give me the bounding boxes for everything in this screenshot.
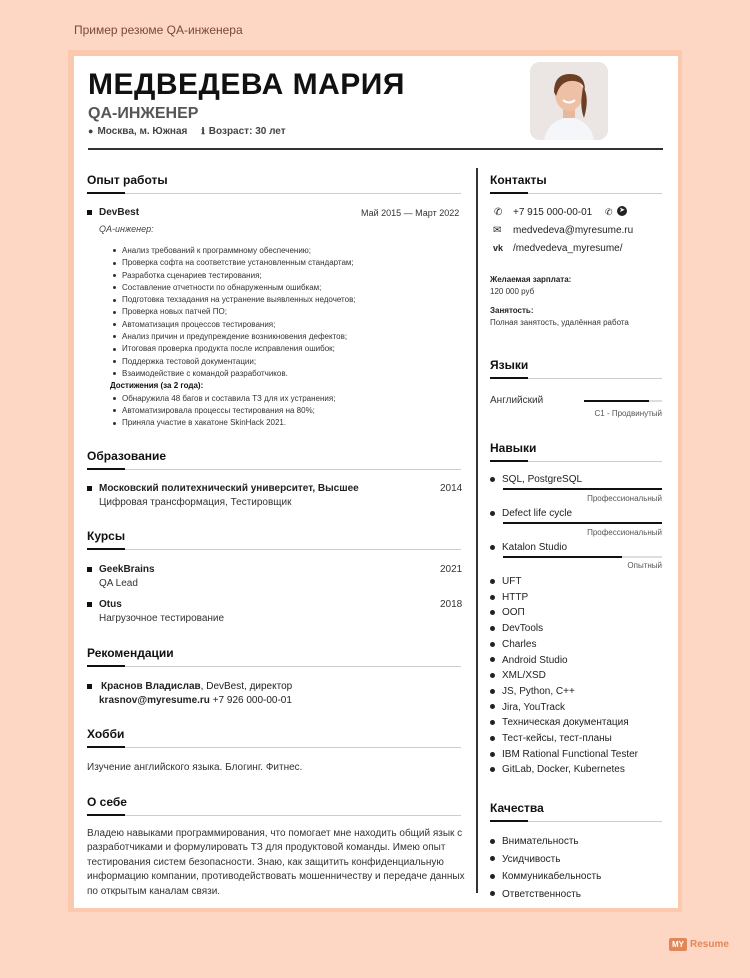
salary-value: 120 000 руб [490,287,535,296]
resume-page [74,56,678,908]
course-org: GeekBrains [99,564,155,575]
qualities-title: Качества [490,801,544,815]
skill-level: Профессиональный [587,528,662,537]
list-item: Анализ требований к программному обеспечению; [113,245,356,257]
job-position: QA-инженер: [99,224,154,234]
logo-my: MY [669,938,687,951]
education-year: 2014 [440,483,463,494]
list-item: IBM Rational Functional Tester [490,747,638,763]
duties-list [110,245,356,429]
course-name: Нагрузочное тестирование [99,613,225,624]
skill-name: SQL, PostgreSQL [490,474,582,485]
qualities-list [490,833,601,903]
contacts-rule [490,193,662,194]
list-item: Разработка сценариев тестирования; [113,270,356,282]
column-divider [476,168,478,893]
recommendation-person [101,681,292,692]
candidate-meta [88,126,286,137]
location [88,126,187,137]
skill-name: Katalon Studio [490,542,567,553]
portrait-image [530,62,608,140]
bullet-square [87,486,92,491]
myresume-logo [669,938,729,951]
education-rule [87,469,461,470]
list-item: Составление отчетности по обнаруженным ошибкам; [113,282,356,294]
viber-icon: ✆ [605,207,613,217]
course-name: QA Lead [99,578,138,589]
experience-rule [87,193,461,194]
age-text: Возраст: 30 лет [208,126,286,137]
list-item: Обнаружила 48 багов и составила ТЗ для их устранения; [113,393,356,405]
about-text: Владею навыками программирования, что помогает мне находить общий язык с разработчиками и формулировать ТЗ для продуктовой команды. Имею опыт тестирования систем безопасности. Знаю, как защитить конфиденциальную информацию компании, противодействовать мошенничеству и передаче данных по открытым каналам связи. [87,828,465,897]
skill-bar-fill [503,488,662,490]
skills-list [490,574,638,778]
list-item: Коммуникабельность [490,868,601,886]
recommender-role: , DevBest, директор [200,681,293,692]
skills-rule [490,461,662,462]
telegram-icon: ➤ [617,206,627,216]
experience-title: Опыт работы [87,173,168,187]
skill-level: Профессиональный [587,494,662,503]
languages-title: Языки [490,358,529,372]
list-item: Усидчивость [490,851,601,869]
list-item: Подготовка техзадания на устранение выявленных недочетов; [113,294,356,306]
list-item: Анализ причин и предупреждение возникновения дефектов; [113,331,356,343]
contact-phone: +7 915 000-00-01 [513,207,593,218]
list-item: GitLab, Docker, Kubernetes [490,762,638,778]
list-item: Итоговая проверка продукта после исправления ошибок; [113,343,356,355]
list-item: UFT [490,574,638,590]
hobbies-rule [87,747,461,748]
bullet-square [87,684,92,689]
skill-bar-fill [503,522,662,524]
list-item: Ответственность [490,886,601,904]
header-divider [88,148,663,150]
list-item: Автоматизировала процессы тестирования на 80%; [113,405,356,417]
bullet-square [87,210,92,215]
about-title: О себе [87,795,127,809]
courses-title: Курсы [87,529,126,543]
list-item: DevTools [490,621,638,637]
email-icon: ✉ [493,225,502,236]
list-item: Автоматизация процессов тестирования; [113,319,356,331]
list-item: XML/XSD [490,668,638,684]
about-rule [87,815,461,816]
language-level: C1 - Продвинутый [594,409,662,418]
skills-title: Навыки [490,441,537,455]
list-item: Поддержка тестовой документации; [113,356,356,368]
info-icon: ℹ [201,126,205,136]
vk-icon: vk [493,243,504,253]
recommendations-title: Рекомендации [87,646,174,660]
contact-email[interactable]: medvedeva@myresume.ru [513,225,634,236]
courses-rule [87,549,461,550]
company-name: DevBest [99,207,140,218]
list-item: ООП [490,605,638,621]
salary-label: Желаемая зарплата: [490,275,572,284]
languages-rule [490,378,662,379]
list-item: Приняла участие в хакатоне SkinHack 2021. [113,417,356,429]
location-text: Москва, м. Южная [97,126,188,137]
recommender-phone: +7 926 000-00-01 [209,695,292,706]
age [201,126,285,137]
candidate-name: МЕДВЕДЕВА МАРИЯ [88,68,405,101]
list-item: Тест-кейсы, тест-планы [490,731,638,747]
education-detail: Цифровая трансформация, Тестировщик [99,497,292,508]
recommendations-rule [87,666,461,667]
course-org: Otus [99,599,122,610]
recommendation-contact [99,695,292,706]
list-item: Техническая документация [490,715,638,731]
employment-label: Занятость: [490,306,534,315]
list-item: Charles [490,637,638,653]
recommender-name: Краснов Владислав [101,681,201,692]
recommender-email[interactable]: krasnov@myresume.ru [99,695,210,706]
phone-icon: ✆ [494,207,503,218]
list-item: Проверка софта на соответствие установленным стандартам; [113,257,356,269]
contact-vk[interactable]: /medvedeva_myresume/ [513,243,623,254]
qualities-rule [490,821,662,822]
education-school: Московский политехнический университет, Высшее [99,483,359,494]
list-item: Взаимодействие с командой разработчиков. [113,368,356,380]
language-bar-fill [584,400,649,402]
map-pin-icon: ● [88,126,94,136]
skill-bar-fill [503,556,622,558]
list-item: Внимательность [490,833,601,851]
education-title: Образование [87,449,167,463]
achievements-title: Достижения (за 2 года): [110,381,204,391]
candidate-role: QA-ИНЖЕНЕР [88,105,199,122]
job-period: Май 2015 — Март 2022 [361,208,460,218]
hobbies-title: Хобби [87,727,125,741]
page-caption: Пример резюме QA-инженера [74,23,243,37]
course-year: 2018 [440,599,463,610]
list-item: JS, Python, C++ [490,684,638,700]
list-item: Android Studio [490,653,638,669]
language-name: Английский [490,395,544,406]
hobbies-text: Изучение английского языка. Блогинг. Фитнес. [87,762,303,773]
candidate-photo [530,62,608,140]
logo-resume: Resume [690,939,729,950]
list-item: Проверка новых патчей ПО; [113,306,356,318]
course-year: 2021 [440,564,463,575]
list-item: HTTP [490,590,638,606]
employment-value: Полная занятость, удалённая работа [490,318,629,327]
bullet-square [87,567,92,572]
bullet-square [87,602,92,607]
contacts-title: Контакты [490,173,547,187]
list-item: Jira, YouTrack [490,700,638,716]
skill-level: Опытный [627,561,662,570]
skill-name: Defect life cycle [490,508,572,519]
